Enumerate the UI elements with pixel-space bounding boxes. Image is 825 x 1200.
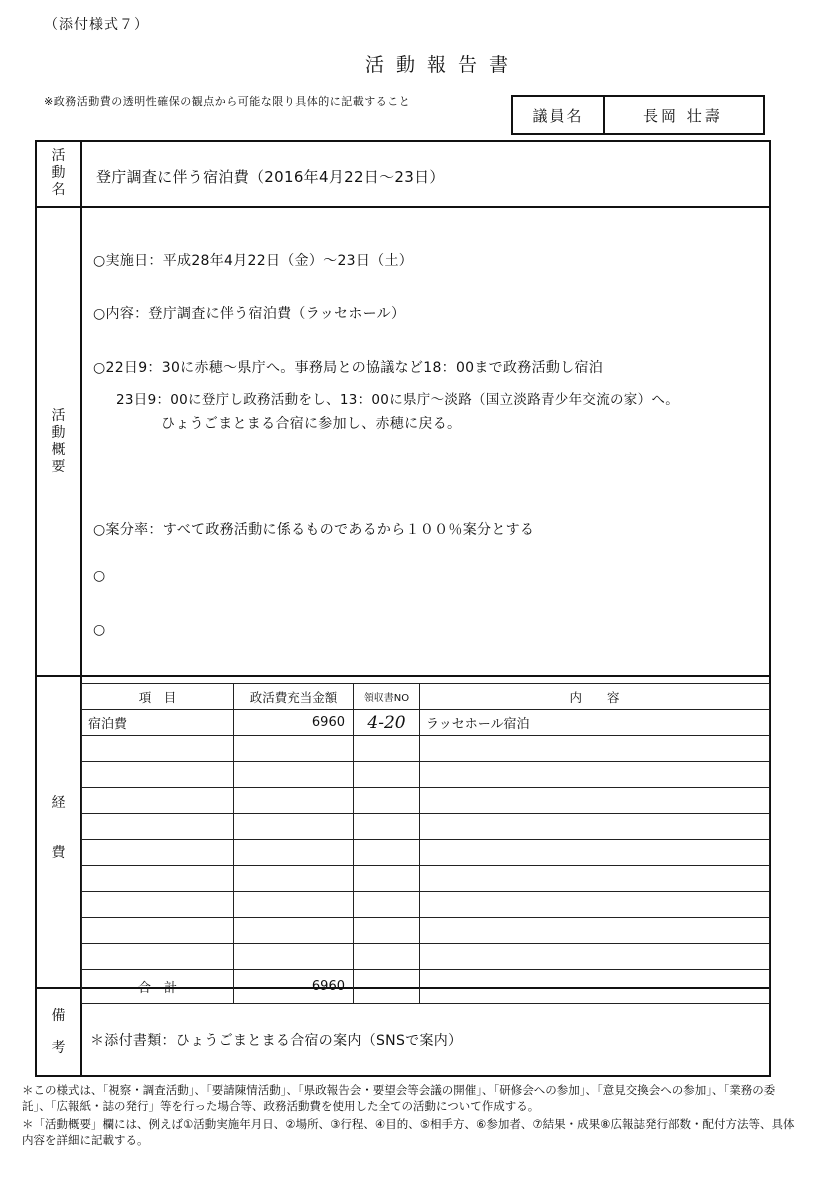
table-row [82, 866, 770, 892]
divider [35, 206, 771, 208]
total-label: 合 計 [82, 970, 234, 1004]
header-detail: 内 容 [420, 684, 770, 710]
table-row [82, 892, 770, 918]
table-row [82, 736, 770, 762]
expense-header-row [82, 684, 770, 710]
expense-detail: ラッセホール宿泊 [420, 710, 770, 736]
summary-line: 23日9：00に登庁し政務活動をし、13：00に県庁～淡路（国立淡路青少年交流の家）へ。 [116, 392, 680, 408]
table-row [82, 788, 770, 814]
header-receipt: 領収書NO [354, 684, 420, 710]
divider [35, 675, 771, 677]
summary-line: ○22日9：30に赤穂～県庁へ。事務局との協議など18：00まで政務活動し宿泊 [93, 360, 604, 376]
page-title: 活動報告書 [364, 54, 520, 76]
table-row [82, 918, 770, 944]
instruction-note: ※政務活動費の透明性確保の観点から可能な限り具体的に記載すること [44, 95, 411, 108]
summary-line: ○内容：登庁調査に伴う宿泊費（ラッセホール） [93, 306, 406, 322]
activity-name-value: 登庁調査に伴う宿泊費（2016年4月22日～23日） [96, 168, 445, 186]
summary-label [37, 408, 80, 476]
header-item: 項 目 [82, 684, 234, 710]
footnote: ＊「活動概要」欄には、例えば①活動実施年月日、②場所、③行程、④目的、⑤相手方、⑥参加者、⑦結果・成果⑧広報誌発行部数・配付方法等、具体内容を詳細に記載する。 [22, 1117, 795, 1147]
expense-receipt: 4-20 [354, 710, 420, 736]
remarks-value: ＊添付書類：ひょうごまとまる合宿の案内（SNSで案内） [90, 1033, 463, 1049]
summary-label-text: 活動概要 [51, 408, 66, 475]
remarks-label [37, 1000, 80, 1064]
summary-line: ○案分率：すべて政務活動に係るものであるから１００％案分とする [93, 522, 535, 538]
member-label: 議員名 [513, 97, 605, 133]
activity-name-label-text: 活動名 [51, 148, 66, 198]
table-row [82, 710, 770, 736]
expenses-label [37, 778, 80, 878]
remarks-label-text: 備考 [51, 1008, 66, 1056]
member-box [511, 95, 765, 135]
member-name: 長岡 壮壽 [643, 106, 723, 125]
summary-line: ひょうごまとまる合宿に参加し、赤穂に戻る。 [161, 416, 462, 432]
summary-line: ○ [93, 622, 106, 638]
table-row [82, 840, 770, 866]
form-number: （添付様式７） [44, 17, 149, 33]
total-row [82, 970, 770, 1004]
expense-table [81, 683, 770, 1004]
expense-item: 宿泊費 [82, 710, 234, 736]
expenses-label-text: 経費 [51, 795, 66, 861]
table-row [82, 944, 770, 970]
summary-line: ○ [93, 568, 106, 584]
total-amount: 6960 [234, 970, 354, 1004]
summary-line: ○実施日：平成28年4月22日（金）～23日（土） [93, 253, 414, 269]
activity-name-label [37, 148, 80, 199]
table-row [82, 814, 770, 840]
header-amount: 政活費充当金額 [234, 684, 354, 710]
footnote: ＊この様式は、「視察・調査活動」、「要請陳情活動」、「県政報告会・要望会等会議の開催」、「研修会への参加」、「意見交換会への参加」、「業務の委託」、「広報紙・誌の発行」等を行った場合等、政務活動費を使用した全ての活動について作成する。 [22, 1083, 776, 1113]
expense-amount: 6960 [234, 710, 354, 736]
table-row [82, 762, 770, 788]
